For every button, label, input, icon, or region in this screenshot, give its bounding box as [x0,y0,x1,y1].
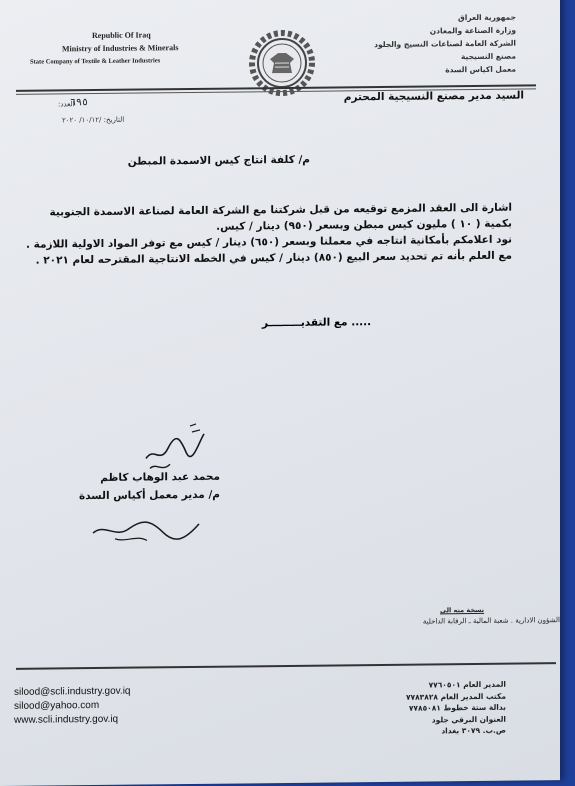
footer-phone-switchboard: بدالة ستة خطوط ٧٧٨٥٠٨١ [408,702,506,713]
handwritten-note [85,514,205,545]
letter-body [22,200,512,269]
footer-contacts-en [14,685,131,728]
footer-phone-office: مكتب المدير العام ٧٧٨٣٨٢٨ [405,691,506,702]
copy-to-label: نسخة منه الى [440,605,485,615]
body-paragraph-1: اشارة الى العقد المزمع توقيعه من قبل شركتنا مع الشركة العامة لصناعة الاسمدة الجنوبية بكمية ( ١٠ ) مليون كيس مبطن وبسعر (٩٥٠) دينار / كيس. [49,201,512,233]
ministry-name-ar: وزارة الصناعة والمعادن [429,25,516,36]
country-name: Republic Of Iraq [92,30,151,41]
copy-to-recipients: الشؤون الادارية . شعبة المالية ـ الرقابة الداخلية [422,616,560,626]
arabic-letterhead [296,11,516,78]
plant-name-ar: معمل اكياس السدة [445,64,516,75]
signatory-title: م/ مدير معمل أكياس السدة [79,488,220,503]
company-name-ar: الشركة العامة لصناعات النسيج والجلود [374,38,516,50]
reference-number-value: ٦٩٥ [70,97,89,109]
footer-divider [16,662,556,670]
reference-date: التاريخ: /١٠/١٢/ ٢٠٢٠ [62,115,125,125]
body-paragraph-2: نود اعلامكم بأمكانية انتاجه في معملنا وبسعر (٦٥٠) دينار / كيس مع توفر المواد الاولية اللازمة . مع العلم بأنه تم تحديد سعر البيع (٨٥٠) دينار / كيس في الخطه الانتاجية المقترحه لعام ٢٠٢١ . [25,233,512,267]
footer-telegraph: العنوان البرقي جلود [431,714,506,724]
footer-po-box: ص.ب. ٣٠٧٩ بغداد [441,725,506,736]
closing-line: ..... مع التقديـــــــــر [262,316,372,330]
signatory-name: محمد عبد الوهاب كاظم [100,470,220,484]
signatory-block [60,468,220,506]
footer-email-2: silood@yahoo.com [14,699,100,712]
footer-phone-gm: المدير العام ٧٧٦٠٥٠١ [428,679,506,690]
country-name-ar: جمهورية العراق [458,12,516,23]
company-name: State Company of Textile & Leather Industries [30,57,161,66]
footer-contacts-ar [346,679,506,738]
factory-name-ar: مصنع النسيجية [461,51,516,62]
subject-line: م/ كلفة انتاج كيس الاسمدة المبطن [127,153,310,168]
addressee: السيد مدير مصنع النسيجية المحترم [343,89,524,104]
ministry-name: Ministry of Industries & Minerals [62,43,179,54]
footer-website: www.scli.industry.gov.iq [14,713,119,726]
english-letterhead [22,28,222,69]
footer-email-1: silood@scli.industry.gov.iq [14,685,131,698]
reference-number-label: العدد: [58,100,75,109]
